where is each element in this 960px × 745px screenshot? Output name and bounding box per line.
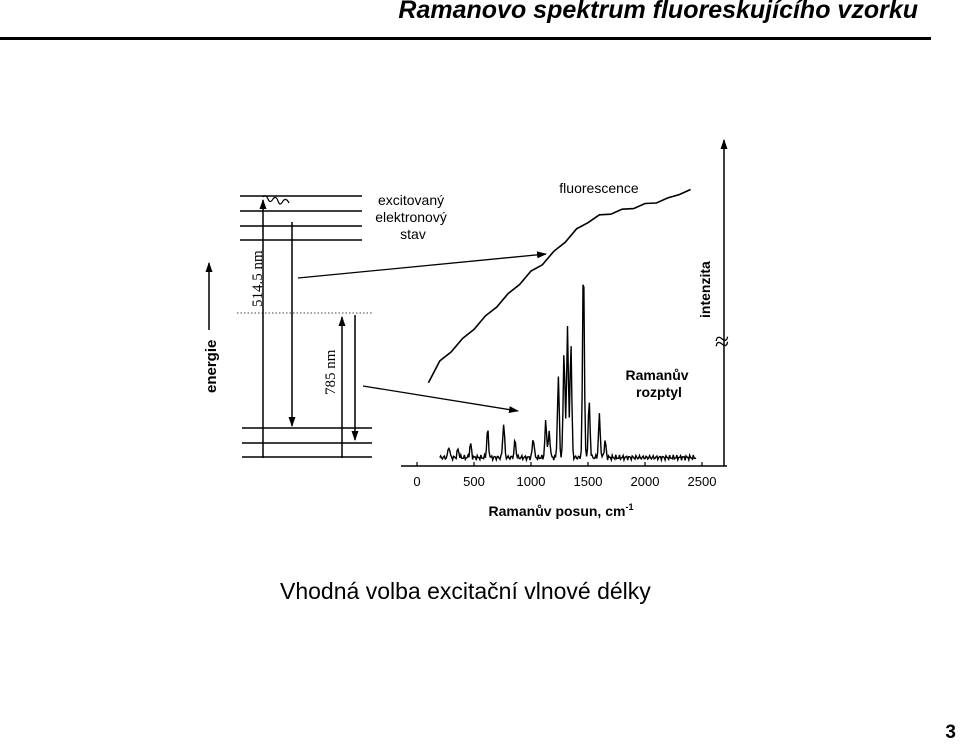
x-tick-label: 1000 bbox=[516, 474, 546, 489]
x-tick-label: 0 bbox=[413, 474, 421, 489]
x-tick-label: 1500 bbox=[573, 474, 603, 489]
axis-break-symbol: ≈ bbox=[714, 327, 730, 356]
spectrum-chart bbox=[401, 140, 729, 519]
slide-title: Ramanovo spektrum fluoreskujícího vzorku bbox=[398, 0, 918, 24]
x-tick-label: 2500 bbox=[687, 474, 717, 489]
energy-diagram bbox=[203, 192, 546, 458]
laser-514-label: 514.5 nm bbox=[250, 250, 266, 307]
page-number: 3 bbox=[945, 722, 956, 743]
excited-state-levels bbox=[240, 196, 362, 240]
y-axis-label: intenzita bbox=[697, 261, 713, 318]
slide-subtitle: Vhodná volba excitační vlnové délky bbox=[280, 578, 651, 604]
x-tick-label: 2000 bbox=[630, 474, 660, 489]
pointer-to-raman bbox=[363, 386, 518, 411]
excited-state-label: excitovaný elektronový stav bbox=[375, 192, 447, 242]
pointer-to-fluorescence bbox=[298, 254, 546, 278]
ground-state-levels bbox=[242, 428, 372, 457]
energy-label: energie bbox=[203, 339, 220, 393]
x-axis-label: Ramanův posun, $cm^{-1}$ bbox=[488, 502, 634, 519]
relaxation-wavy-line bbox=[263, 196, 289, 204]
fluorescence-label: fluorescence bbox=[559, 180, 639, 196]
raman-label: Ramanův rozptyl bbox=[625, 367, 689, 400]
laser-785-label: 785 nm bbox=[323, 349, 339, 395]
x-tick-label: 500 bbox=[463, 474, 485, 489]
fluorescence-curve bbox=[428, 190, 690, 383]
